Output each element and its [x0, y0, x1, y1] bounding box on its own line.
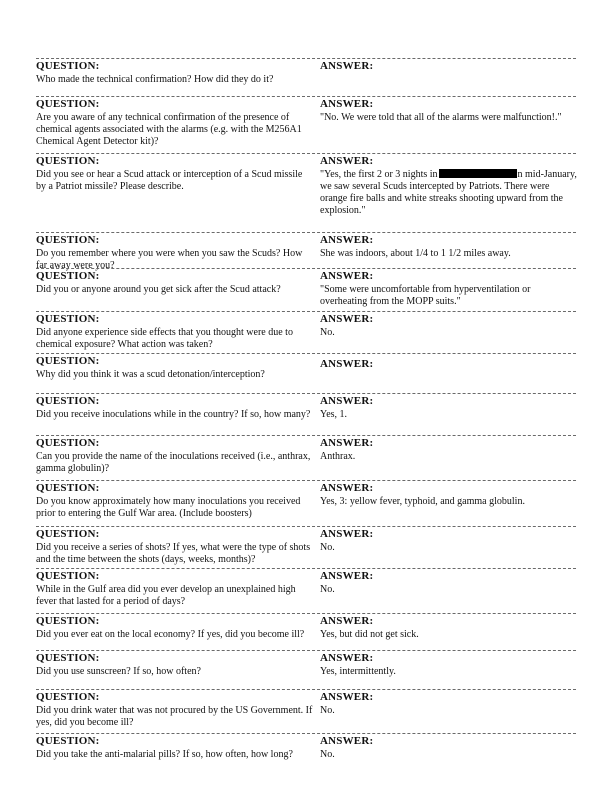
question-block [36, 735, 314, 761]
answer-label: ANSWER: [320, 270, 374, 282]
answer-text: "No. We were told that all of the alarms were malfunction!." [320, 112, 562, 123]
answer-block [320, 270, 578, 308]
question-label: QUESTION: [36, 570, 100, 582]
answer-label: ANSWER: [320, 482, 374, 494]
question-text: While in the Gulf area did you ever develop an unexplained high fever that lasted for a period of days? [36, 584, 296, 607]
answer-label: ANSWER: [320, 437, 374, 449]
answer-block [320, 735, 578, 761]
answer-text: Yes, intermittently. [320, 666, 396, 677]
answer-text-end: n mid-January, we saw several Scuds intercepted by Patriots. There were orange fire balls and white streaks shooting upward from the explosion." [320, 169, 577, 216]
answer-text: "Some were uncomfortable from hyperventilation or overheating from the MOPP suits." [320, 284, 531, 307]
question-block [36, 270, 314, 296]
question-text: Did you see or hear a Scud attack or interception of a Scud missile by a Patriot missile? Please describe. [36, 169, 303, 192]
answer-text: Yes, but did not get sick. [320, 629, 419, 640]
question-label: QUESTION: [36, 691, 100, 703]
question-block [36, 437, 314, 475]
answer-label: ANSWER: [320, 652, 374, 664]
dashed-divider [36, 96, 576, 97]
question-label: QUESTION: [36, 437, 100, 449]
dashed-divider [36, 650, 576, 651]
dashed-divider [36, 733, 576, 734]
question-label: QUESTION: [36, 313, 100, 325]
dashed-divider [36, 435, 576, 436]
answer-block [320, 570, 578, 596]
question-block [36, 528, 314, 566]
answer-text: No. [320, 584, 335, 595]
answer-text: Yes, 3: yellow fever, typhoid, and gamma globulin. [320, 496, 525, 507]
redaction-bar [439, 169, 517, 178]
answer-label: ANSWER: [320, 528, 374, 540]
answer-text: Anthrax. [320, 451, 356, 462]
question-label: QUESTION: [36, 615, 100, 627]
question-block [36, 313, 314, 351]
answer-block [320, 652, 578, 678]
answer-label: ANSWER: [320, 615, 374, 627]
answer-block [320, 691, 578, 717]
answer-label: ANSWER: [320, 60, 374, 72]
question-block [36, 570, 314, 608]
dashed-divider [36, 689, 576, 690]
dashed-divider [36, 480, 576, 481]
question-label: QUESTION: [36, 482, 100, 494]
question-text: Did you receive inoculations while in the country? If so, how many? [36, 409, 311, 420]
answer-block [320, 482, 578, 508]
answer-text: No. [320, 327, 335, 338]
question-text: Can you provide the name of the inoculations received (i.e., anthrax, gamma globulin)? [36, 451, 311, 474]
answer-block [320, 155, 578, 217]
question-label: QUESTION: [36, 395, 100, 407]
answer-text: No. [320, 705, 335, 716]
question-text: Do you know approximately how many inoculations you received prior to entering the Gulf War area. (Include boosters) [36, 496, 301, 519]
question-block [36, 652, 314, 678]
answer-block [320, 528, 578, 554]
question-label: QUESTION: [36, 355, 100, 367]
answer-label: ANSWER: [320, 358, 374, 370]
answer-block [320, 234, 578, 260]
question-text: Are you aware of any technical confirmation of the presence of chemical agents associated with the alarms (e.g. with the M256A1 Chemical Agent Detector kit)? [36, 112, 302, 147]
question-label: QUESTION: [36, 652, 100, 664]
answer-text: No. [320, 749, 335, 760]
answer-label: ANSWER: [320, 570, 374, 582]
dashed-divider [36, 568, 576, 569]
question-block [36, 482, 314, 520]
answer-label: ANSWER: [320, 98, 374, 110]
answer-text: Yes, 1. [320, 409, 348, 420]
dashed-divider [36, 393, 576, 394]
question-label: QUESTION: [36, 270, 100, 282]
question-block [36, 60, 314, 86]
question-block [36, 155, 314, 193]
question-label: QUESTION: [36, 98, 100, 110]
answer-text [320, 169, 578, 217]
question-text: Did you take the anti-malarial pills? If so, how often, how long? [36, 749, 293, 760]
answer-text-start: "Yes, the first 2 or 3 nights in [320, 169, 438, 180]
answer-label: ANSWER: [320, 313, 374, 325]
answer-block [320, 60, 578, 74]
answer-label: ANSWER: [320, 691, 374, 703]
answer-block [320, 437, 578, 463]
question-block [36, 615, 314, 641]
question-block [36, 98, 314, 148]
question-text: Did anyone experience side effects that you thought were due to chemical exposure? What action was taken? [36, 327, 293, 350]
dashed-divider [36, 232, 576, 233]
question-text: Did you use sunscreen? If so, how often? [36, 666, 201, 677]
question-block [36, 355, 314, 381]
question-text: Did you ever eat on the local economy? If yes, did you become ill? [36, 629, 305, 640]
answer-label: ANSWER: [320, 234, 374, 246]
question-label: QUESTION: [36, 735, 100, 747]
question-label: QUESTION: [36, 234, 100, 246]
dashed-divider [36, 353, 576, 354]
dashed-divider [36, 526, 576, 527]
dashed-divider [36, 153, 576, 154]
answer-text: No. [320, 542, 335, 553]
question-text: Did you or anyone around you get sick after the Scud attack? [36, 284, 281, 295]
question-text: Did you receive a series of shots? If yes, what were the type of shots and the time between the shots (days, weeks, months)? [36, 542, 311, 565]
answer-block [320, 355, 578, 372]
dashed-divider [36, 58, 576, 59]
dashed-divider [36, 311, 576, 312]
answer-label: ANSWER: [320, 155, 374, 167]
question-label: QUESTION: [36, 528, 100, 540]
question-text: Did you drink water that was not procured by the US Government. If yes, did you become ill? [36, 705, 313, 728]
question-label: QUESTION: [36, 60, 100, 72]
answer-block [320, 615, 578, 641]
dashed-divider [36, 268, 576, 269]
answer-block [320, 395, 578, 421]
question-block [36, 691, 314, 729]
answer-label: ANSWER: [320, 395, 374, 407]
answer-text: She was indoors, about 1/4 to 1 1/2 miles away. [320, 248, 511, 259]
question-text: Who made the technical confirmation? How did they do it? [36, 74, 274, 85]
question-block [36, 234, 314, 272]
question-text: Why did you think it was a scud detonation/interception? [36, 369, 265, 380]
question-label: QUESTION: [36, 155, 100, 167]
question-text: Do you remember where you were when you saw the Scuds? How far away were you? [36, 248, 303, 271]
answer-block [320, 313, 578, 339]
answer-label: ANSWER: [320, 735, 374, 747]
dashed-divider [36, 613, 576, 614]
answer-block [320, 98, 578, 124]
question-block [36, 395, 314, 421]
